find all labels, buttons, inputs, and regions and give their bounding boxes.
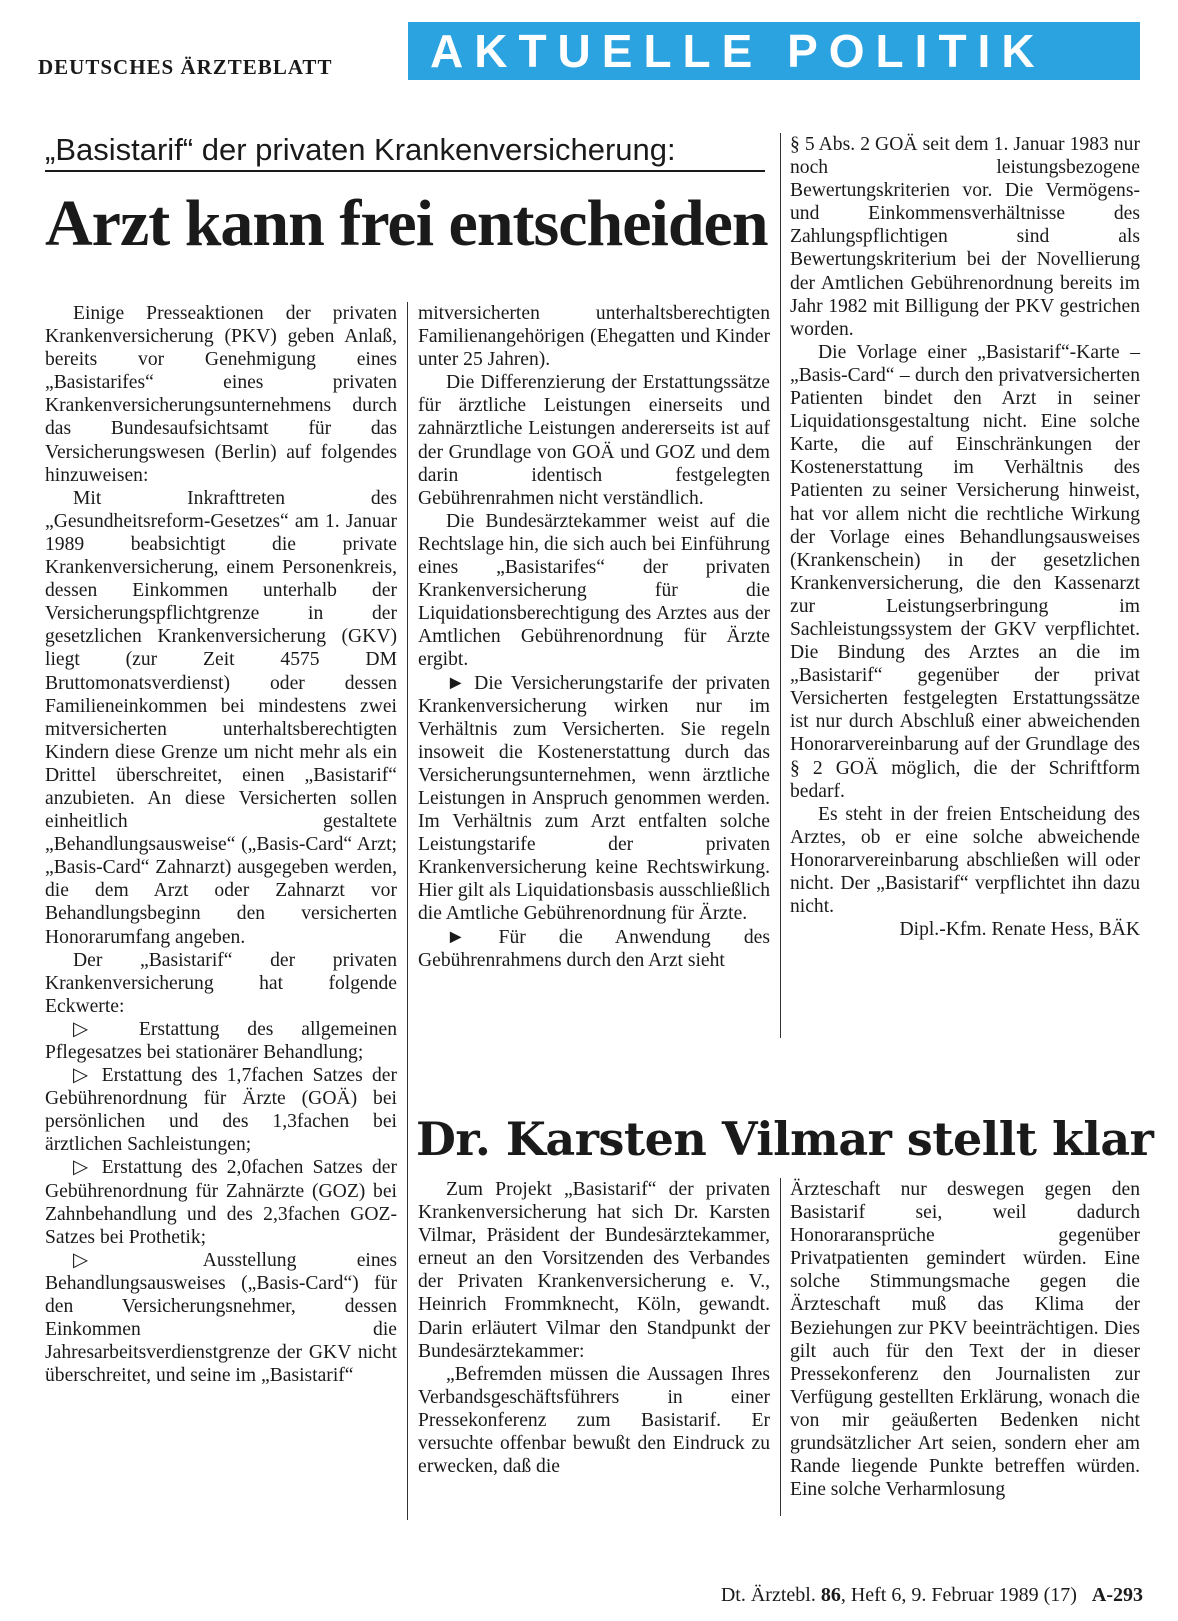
page-footer — [633, 1584, 1143, 1607]
footer-journal: Dt. Ärztebl. — [720, 1584, 816, 1606]
article-kicker: „Basistarif“ der privaten Krankenversicherung: — [45, 132, 765, 172]
publication-name: DEUTSCHES ÄRZTEBLATT — [38, 55, 333, 79]
list-item: ▷ Erstattung des 1,7fachen Satzes der Gebührenordnung für Ärzte (GOÄ) bei persönlichen und des 1,3fachen bei ärztlichen Sachleistungen; — [45, 1065, 397, 1156]
footer-issue: , Heft 6, 9. Februar 1989 (17) — [840, 1584, 1077, 1606]
paragraph: Ärzteschaft nur deswegen gegen den Basistarif sei, weil dadurch Honoraransprüche gegenüber Privatpatienten gemindert würden. Eine solche Stimmungsmache gegen die Ärzteschaft muß das Klima der Beziehungen zur PKV beeinträchtigen. Dies gilt auch für den Text der in dieser Pressekonferenz den Journalisten zur Verfügung gestellten Erklärung, wonach die von mir geäußerten Bedenken nicht grundsätzlicher Art seien, sondern eher am Rande liegende Punkte betreffen würden. Eine solche Verharmlosung — [790, 1179, 1140, 1501]
paragraph: Mit Inkrafttreten des „Gesundheitsreform-Gesetzes“ am 1. Januar 1989 beabsichtigt die private Krankenversicherung, einem Personenkreis, dessen Einkommen unterhalb der Versicherungspflichtgrenze in der gesetzlichen Krankenversicherung (GKV) liegt (zur Zeit 4575 DM Bruttomonatsverdienst) oder dessen Familieneinkommen bei mindestens zwei mitversicherten unterhaltsberechtigten Kindern diese Grenze um nicht mehr als ein Drittel überschreitet, einen „Basistarif“ anzubieten. An diese Versicherten sollen einheitlich gestaltete „Behandlungsausweise“ („Basis-Card“ Arzt; „Basis-Card“ Zahnarzt) ausgegeben werden, die dem Arzt oder Zahnarzt vor Behandlungsbeginn den versicherten Honorarumfang angeben. — [45, 487, 397, 948]
paragraph: Zum Projekt „Basistarif“ der privaten Krankenversicherung hat sich Dr. Karsten Vilmar, Präsident der Bundesärztekammer, erneut an den Vorsitzenden des Verbandes der Privaten Krankenversicherung e. V., Heinrich Frommknecht, Köln, gewandt. Darin erläutert Vilmar den Standpunkt der Bundesärztekammer: — [418, 1179, 770, 1362]
list-item: ▷ Erstattung des 2,0fachen Satzes der Gebührenordnung für Zahnärzte (GOZ) bei Zahnbehandlung und des 2,3fachen GOZ-Satzes bei Prothetik; — [45, 1157, 397, 1248]
second-article-column-2 — [790, 1178, 1140, 1501]
article-column-3 — [790, 133, 1140, 941]
paragraph: „Befremden müssen die Aussagen Ihres Verbandsgeschäftsführers in einer Pressekonferenz zum Basistarif. Er versuchte offenbar bewußt den Eindruck zu erwecken, daß die — [418, 1363, 770, 1478]
author-signature: Dipl.-Kfm. Renate Hess, BÄK — [899, 919, 1140, 941]
paragraph: Einige Presseaktionen der privaten Krankenversicherung (PKV) geben Anlaß, bereits vor Genehmigung eines „Basistarifes“ eines privaten Krankenversicherungsunternehmens durch das Bundesaufsichtsamt für das Versicherungswesen (Berlin) auf folgendes hinzuweisen: — [45, 303, 397, 486]
paragraph: mitversicherten unterhaltsberechtigten Familienangehörigen (Ehegatten und Kinder unter 25 Jahren). — [418, 303, 770, 371]
list-item: ► Für die Anwendung des Gebührenrahmens durch den Arzt sieht — [418, 926, 770, 971]
column-divider — [780, 1178, 781, 1516]
paragraph: Die Vorlage einer „Basistarif“-Karte – „Basis-Card“ – durch den privatversicherten Patienten bindet den Arzt in seiner Liquidationsgestaltung nicht. Eine solche Karte, die auf Einschränkungen der Kostenerstattung im Verhältnis des Patienten zu seiner Versicherung hinweist, hat vor allem nicht die rechtliche Wirkung der Vorlage eines Behandlungsausweises (Krankenschein) in der gesetzlichen Krankenversicherung, die den Kassenarzt zur Leistungserbringung im Sachleistungssystem der GKV verpflichtet. Die Bindung des Arztes an die im „Basistarif“ gegenüber der privat Versicherten festgelegten Erstattungssätze ist nur durch Abschluß einer abweichenden Honorarvereinbarung auf der Grundlage des § 2 GOÄ möglich, die der Schriftform bedarf. — [790, 341, 1140, 802]
column-divider — [407, 302, 408, 1520]
second-article-column-1 — [418, 1178, 770, 1478]
paragraph: § 5 Abs. 2 GOÄ seit dem 1. Januar 1983 nur noch leistungsbezogene Bewertungskriterien vor. Die Vermögens- und Einkommensverhältnisse des Zahlungspflichtigen sind als Bewertungskriterium bei der Novellierung der Amtlichen Gebührenordnung bereits im Jahr 1982 mit Billigung der PKV gestrichen worden. — [790, 134, 1140, 340]
paragraph: Die Differenzierung der Erstattungssätze für ärztliche Leistungen einerseits und zahnärztliche Leistungen andererseits ist auf der Grundlage von GOÄ und GOZ und dem darin identisch festgelegten Gebührenrahmen nicht verständlich. — [418, 372, 770, 509]
footer-volume: 86 — [820, 1584, 841, 1606]
second-article-headline: Dr. Karsten Vilmar stellt klar — [416, 1112, 1154, 1166]
list-item: ▷ Ausstellung eines Behandlungsausweises („Basis-Card“) für den Versicherungsnehmer, dessen Einkommen die Jahresarbeitsverdienstgrenze der GKV nicht überschreitet, und seine im „Basistarif“ — [45, 1249, 397, 1387]
article-column-2 — [418, 302, 770, 972]
page-number: A-293 — [1091, 1584, 1143, 1606]
list-item: ► Die Versicherungstarife der privaten Krankenversicherung wirken nur im Verhältnis zum Versicherten. Sie regeln insoweit die Kostenerstattung durch das Versicherungsunternehmen, wenn ärztliche Leistungen in Anspruch genommen werden. Im Verhältnis zum Arzt entfalten solche Leistungstarife der privaten Krankenversicherung keine Rechtswirkung. Hier gilt als Liquidationsbasis ausschließlich die Amtliche Gebührenordnung für Ärzte. — [418, 672, 770, 925]
list-item: ▷ Erstattung des allgemeinen Pflegesatzes bei stationärer Behandlung; — [45, 1018, 397, 1063]
paragraph: Die Bundesärztekammer weist auf die Rechtslage hin, die sich auch bei Einführung eines „Basistarifes“ der privaten Krankenversicherung für die Liquidationsberechtigung des Arztes aus der Amtlichen Gebührenordnung für Ärzte ergibt. — [418, 510, 770, 671]
column-divider — [780, 133, 781, 1038]
paragraph: Der „Basistarif“ der privaten Krankenversicherung hat folgende Eckwerte: — [45, 949, 397, 1017]
section-banner: AKTUELLE POLITIK — [408, 22, 1140, 80]
article-column-1 — [45, 302, 397, 1387]
paragraph: Es steht in der freien Entscheidung des Arztes, ob er eine solche abweichende Honorarvereinbarung abschließen will oder nicht. Der „Basistarif“ verpflichtet ihn dazu nicht. — [790, 803, 1140, 918]
article-headline: Arzt kann frei entscheiden — [45, 187, 768, 260]
